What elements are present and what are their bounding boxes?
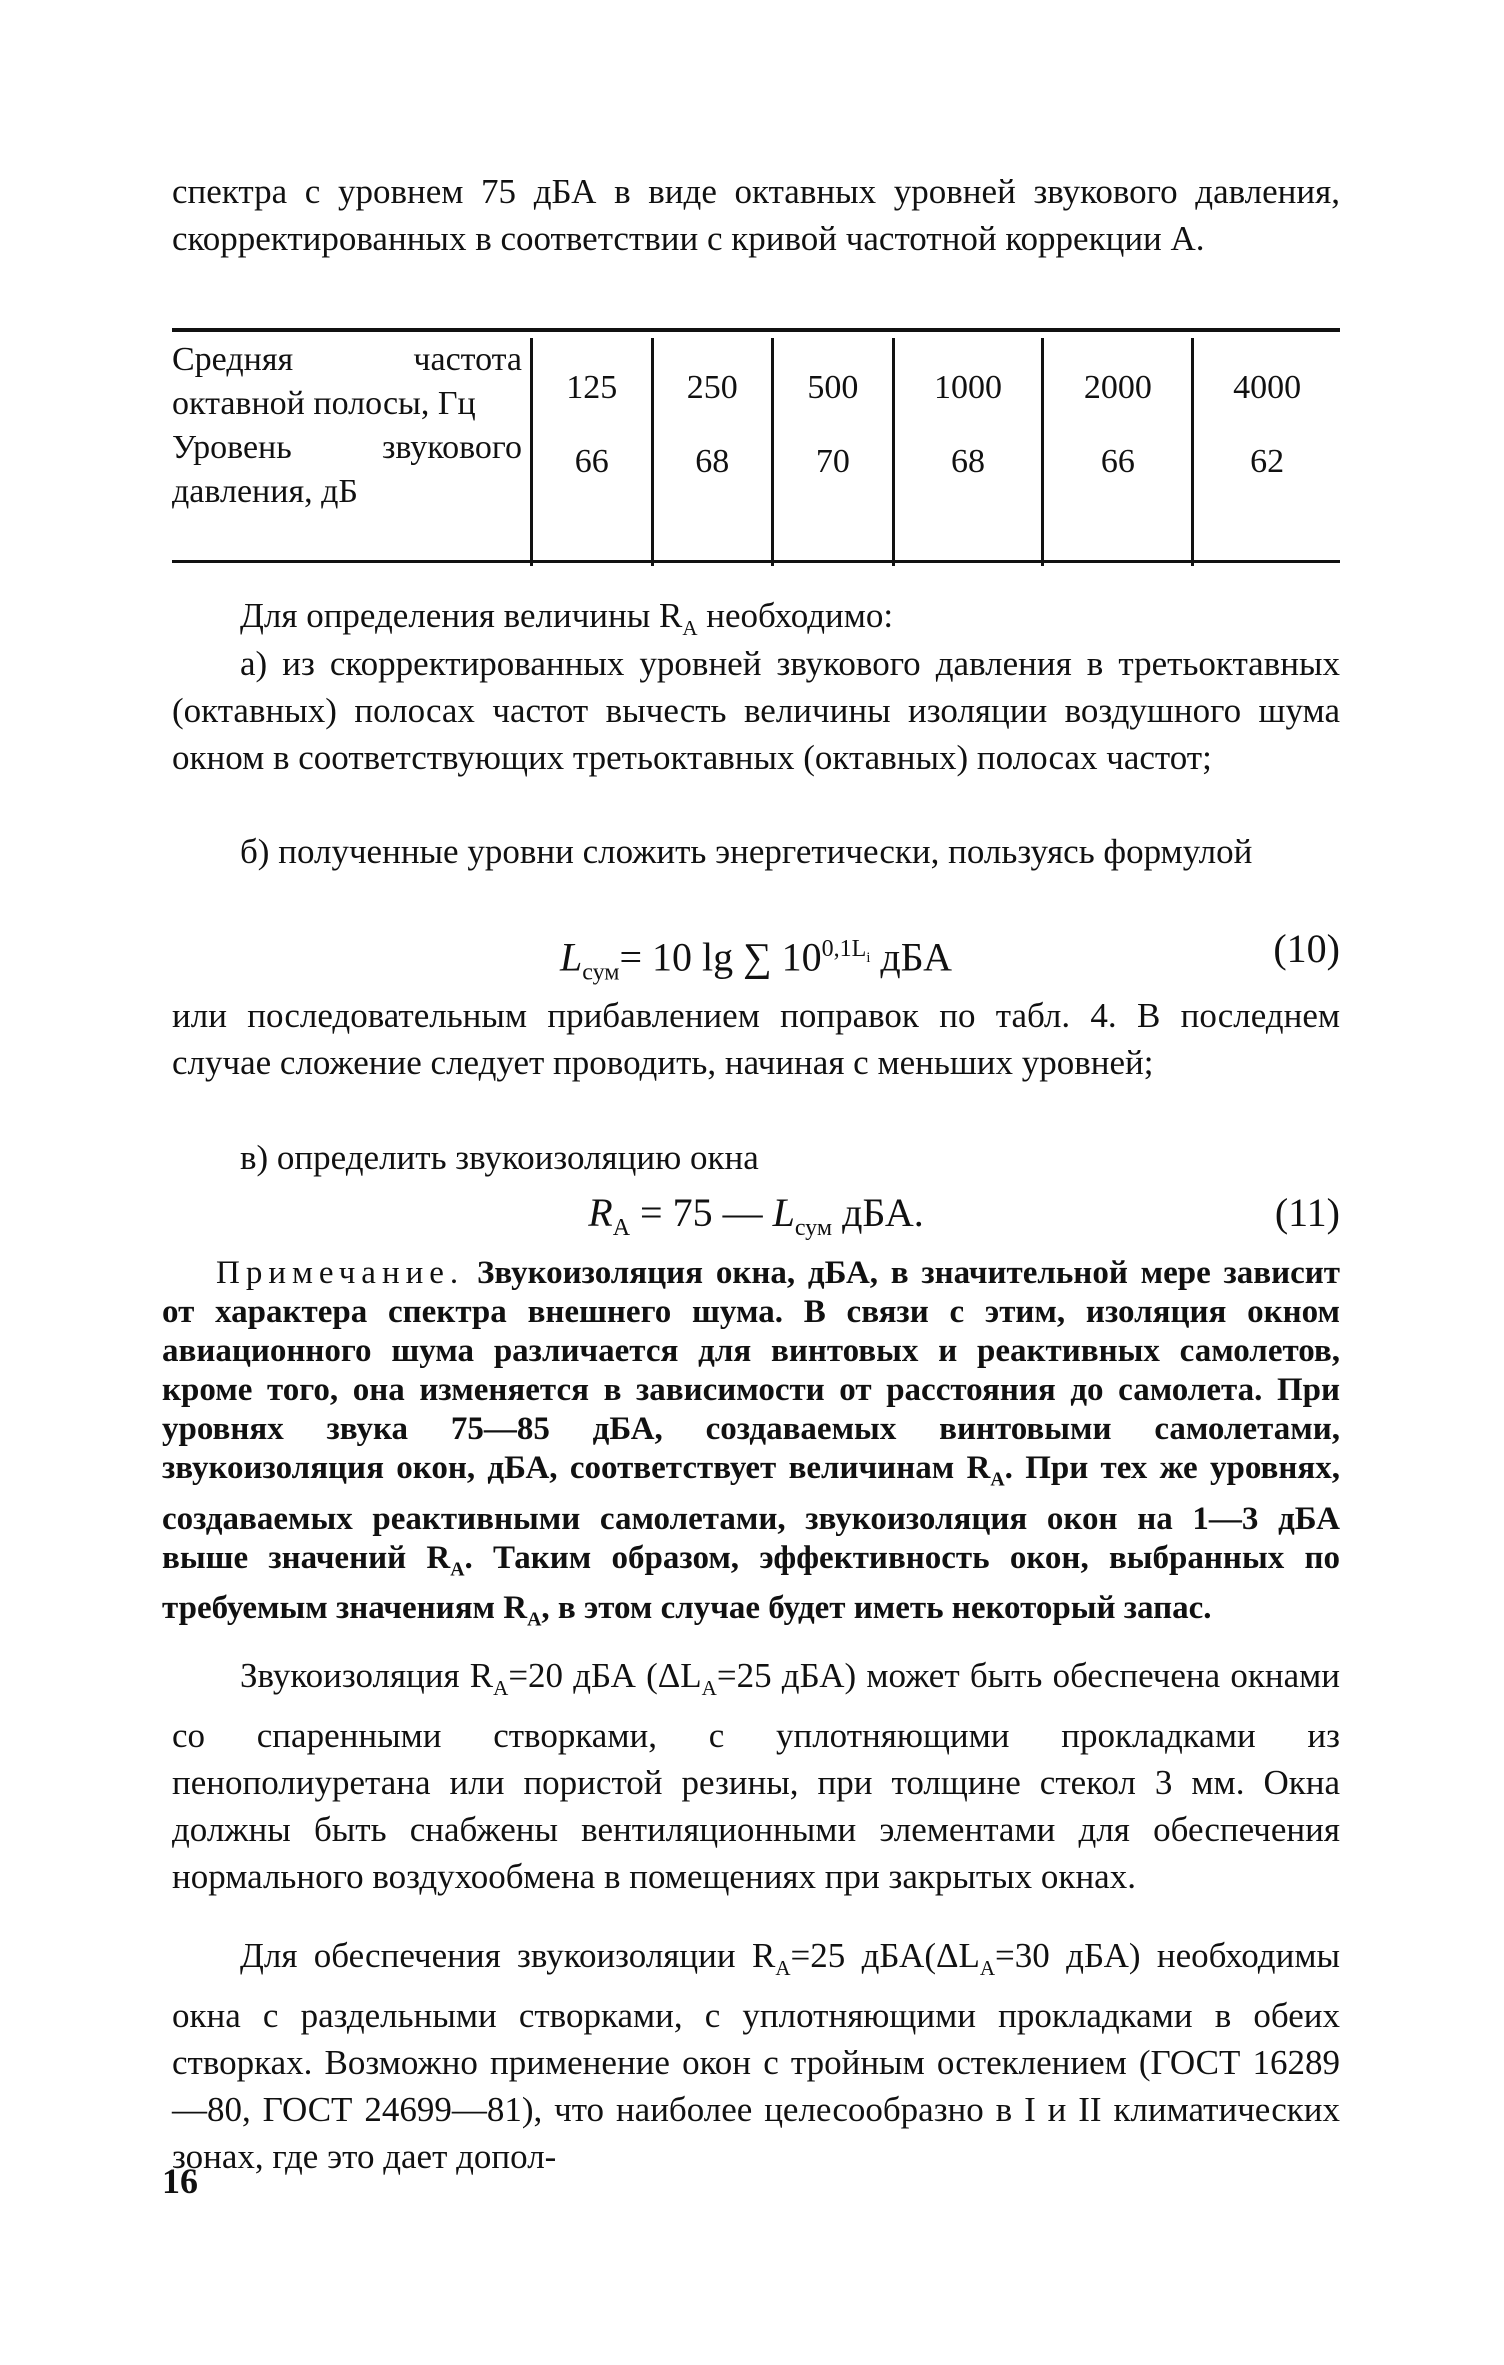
frequency-cell: 1000 (934, 369, 1002, 406)
level-cell: 66 (1100, 443, 1135, 480)
note-paragraph (162, 1254, 1340, 1640)
formula-unit: дБА. (832, 1190, 924, 1235)
subscript: А (775, 1956, 791, 1980)
list-item-a: а) из скорректированных уровней звукового давления в третьоктавных (октавных) полосах частот вычесть величины изоляции воздушного шума окном в соответствующих третьоктавных (октавных) полосах частот; (172, 644, 1340, 777)
frequency-cell: 500 (807, 369, 859, 406)
formula-text: = 75 — (630, 1190, 773, 1235)
subscript: сум (582, 959, 620, 986)
table-top-rule (172, 328, 1340, 332)
formula-unit: дБА (870, 934, 952, 980)
level-cell: 70 (815, 443, 850, 480)
continuation-paragraph: или последовательным прибавлением поправок по табл. 4. В последнем случае сложение следует проводить, начиная с меньших уровней; (172, 996, 1340, 1082)
level-cell: 68 (695, 443, 730, 480)
level-cell: 68 (951, 443, 985, 480)
subscript: А (450, 1558, 465, 1581)
subscript: i (866, 949, 871, 966)
table-bottom-rule (172, 560, 1340, 563)
formula-10-expression (172, 922, 1340, 999)
table-column (893, 338, 1043, 566)
frequency-cell: 250 (686, 369, 738, 406)
octave-spectrum-table (172, 338, 1340, 566)
paragraph-text: Звукоизоляция R (240, 1656, 494, 1695)
formula-11-expression (172, 1186, 1340, 1255)
subscript: А (612, 1215, 631, 1241)
formula-symbol: R (588, 1190, 613, 1235)
level-cell: 66 (574, 443, 609, 480)
intro-paragraph: спектра с уровнем 75 дБА в виде октавных уровней звукового давления, скорректированных в соответствии с кривой частотной коррекции А. (172, 172, 1340, 258)
frequency-cell: 4000 (1233, 369, 1302, 406)
definition-text: Для определения величины R (240, 596, 683, 635)
table-column (1193, 338, 1340, 566)
subscript: сум (794, 1215, 833, 1241)
formula-10 (172, 922, 1340, 986)
paragraph-text: =20 дБА (ΔL (508, 1656, 702, 1695)
subscript: А (682, 616, 698, 640)
subscript: А (701, 1676, 717, 1700)
table-column (1043, 338, 1193, 566)
equation-number: (11) (1274, 1190, 1340, 1235)
note-text: . При тех же уровнях, создаваемых реактивными самолетами, звукоизоляция окон на 1—3 дБА выше значений R (162, 1450, 1340, 1576)
note-text: , в этом случае будет иметь некоторый запас. (541, 1590, 1212, 1627)
note-text: Звукоизоляция окна, дБА, в значительной мере зависит от характера спектра внешнего шума. В связи с этим, изоляция окном авиационного шума различается для винтовых и реактивных самолетов, кроме того, она изменяется в зависимости от расстояния до самолета. При уровнях звука 75—85 дБА, создаваемых винтовыми самолетами, звукоизоляция окон, дБА, соответствует величинам R (162, 1255, 1340, 1486)
paragraph-text: =25 дБА) может быть обеспечена окнами со спаренными створками, с уплотняющими прокладками из пенополиуретана или пористой резины, при толщине стекол 3 мм. Окна должны быть снабжены вентиляционными элементами для обеспечения нормального воздухообмена в помещениях при закрытых окнах. (172, 1656, 1340, 1896)
table-row (172, 338, 1340, 566)
formula-symbol: L (559, 934, 583, 980)
table-row-labels (172, 338, 532, 566)
paragraph-text: =25 дБА(ΔL (790, 1936, 980, 1975)
subscript: А (990, 1468, 1005, 1491)
formula-11 (172, 1186, 1340, 1246)
subscript: А (979, 1956, 996, 1980)
paragraph-text: =30 дБА) необходимы окна с раздельными створками, с уплотняющими прокладками в обеих створках. Возможно применение окон с тройным остеклением (ГОСТ 16289—80, ГОСТ 24699—81), что наиболее целесообразно в I и II климатических зонах, где это дает допол- (172, 1936, 1340, 2176)
note-text: . Таким образом, эффективность окон, выбранных по требуемым значениям R (162, 1539, 1340, 1627)
subscript: А (493, 1676, 509, 1700)
frequency-cell: 2000 (1083, 369, 1152, 406)
table-column (532, 338, 653, 566)
level-cell: 62 (1250, 443, 1285, 480)
subscript: А (527, 1608, 542, 1631)
frequency-cell: 125 (566, 369, 618, 406)
list-item-b: б) полученные уровни сложить энергетически, пользуясь формулой (240, 832, 1253, 871)
table-column (773, 338, 894, 566)
formula-symbol: L (772, 1190, 795, 1235)
page-number: 16 (162, 2161, 198, 2201)
note-heading: Примечание. (216, 1255, 465, 1291)
paragraph-text: Для обеспечения звукоизоляции R (240, 1936, 776, 1975)
exponent: 0,1L (821, 936, 867, 962)
formula-text: = 10 lg ∑ 10 (619, 934, 822, 980)
definition-text-end: необходимо: (697, 596, 894, 635)
soundproofing-paragraph-2 (172, 1932, 1340, 2180)
level-row-label: Уровень звукового давления, дБ (172, 429, 522, 510)
table-column (652, 338, 773, 566)
soundproofing-paragraph-1 (172, 1652, 1340, 1900)
frequency-row-label: Средняя частота октавной полосы, Гц (172, 341, 522, 422)
list-item-v: в) определить звукоизоляцию окна (240, 1138, 759, 1177)
equation-number: (10) (1273, 926, 1340, 971)
